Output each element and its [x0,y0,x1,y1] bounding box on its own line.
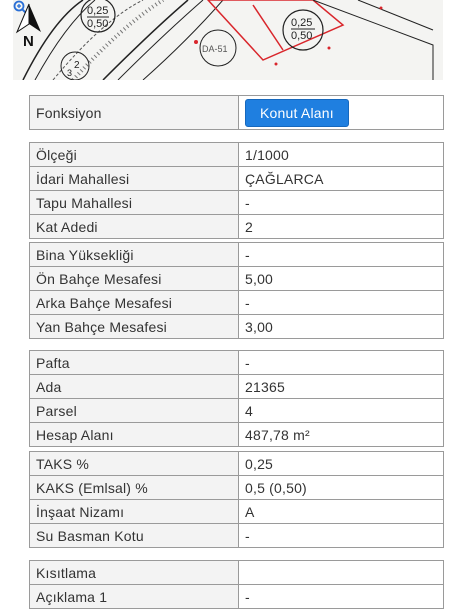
info-table-parsel [29,350,444,447]
row-value: A [239,500,444,524]
info-table-bahce [29,242,444,339]
row-label: Arka Bahçe Mesafesi [30,291,239,315]
row-label: Tapu Mahallesi [30,191,239,215]
map-small-number-2: 3 [67,68,73,78]
row-value: - [239,191,444,215]
row-label: Bina Yüksekliği [30,243,239,267]
row-value: 21365 [239,375,444,399]
row-label: Ön Bahçe Mesafesi [30,267,239,291]
row-value: - [239,291,444,315]
table-row [30,524,444,548]
row-value: - [239,351,444,375]
info-table-olcek [29,142,444,239]
row-label: KAKS (Emlsal) % [30,476,239,500]
row-label: İdari Mahallesi [30,167,239,191]
row-label: Yan Bahçe Mesafesi [30,315,239,339]
table-row [30,191,444,215]
map-parcel-label: DA-51 [202,44,228,54]
table-row [30,315,444,339]
row-label: Parsel [30,399,239,423]
row-value: - [239,243,444,267]
row-value: 3,00 [239,315,444,339]
map-small-number: 2 [74,60,80,71]
row-label: İnşaat Nizamı [30,500,239,524]
table-row [30,423,444,447]
table-row [30,500,444,524]
north-label: N [23,33,34,48]
konut-alani-button[interactable]: Konut Alanı [245,99,349,127]
info-table-kisitlama [29,560,444,609]
row-value: 1/1000 [239,143,444,167]
row-label: Açıklama 1 [30,585,239,609]
row-value: 0,25 [239,452,444,476]
map-label-fraction-4: 0,50 [291,30,313,42]
table-row [30,96,444,130]
row-label: Pafta [30,351,239,375]
row-value [239,561,444,585]
map-label-fraction-3: 0,25 [291,17,313,29]
row-label: Hesap Alanı [30,423,239,447]
fonksiyon-label: Fonksiyon [30,96,239,130]
map-drawing [13,0,443,80]
table-row [30,399,444,423]
row-value: 4 [239,399,444,423]
fonksiyon-table [29,95,444,130]
row-value: - [239,585,444,609]
info-table-taks [29,451,444,548]
map-label-fraction-1: 0,25 [87,5,109,17]
table-row [30,375,444,399]
table-row [30,452,444,476]
table-row [30,291,444,315]
row-value: ÇAĞLARCA [239,167,444,191]
table-row [30,167,444,191]
table-row [30,476,444,500]
row-label: Ada [30,375,239,399]
north-arrow-icon [13,0,45,48]
row-value: 5,00 [239,267,444,291]
row-label: Su Basman Kotu [30,524,239,548]
map-label-fraction-2: 0,50 [87,18,109,30]
table-row [30,585,444,609]
row-label: Kısıtlama [30,561,239,585]
row-value: 487,78 m² [239,423,444,447]
row-value: 0,5 (0,50) [239,476,444,500]
map-view[interactable] [13,0,443,80]
table-row [30,243,444,267]
table-row [30,267,444,291]
row-value: 2 [239,215,444,239]
row-label: Kat Adedi [30,215,239,239]
table-row [30,215,444,239]
row-value: - [239,524,444,548]
row-label: Ölçeği [30,143,239,167]
table-row [30,351,444,375]
row-label: TAKS % [30,452,239,476]
table-row [30,143,444,167]
table-row [30,561,444,585]
